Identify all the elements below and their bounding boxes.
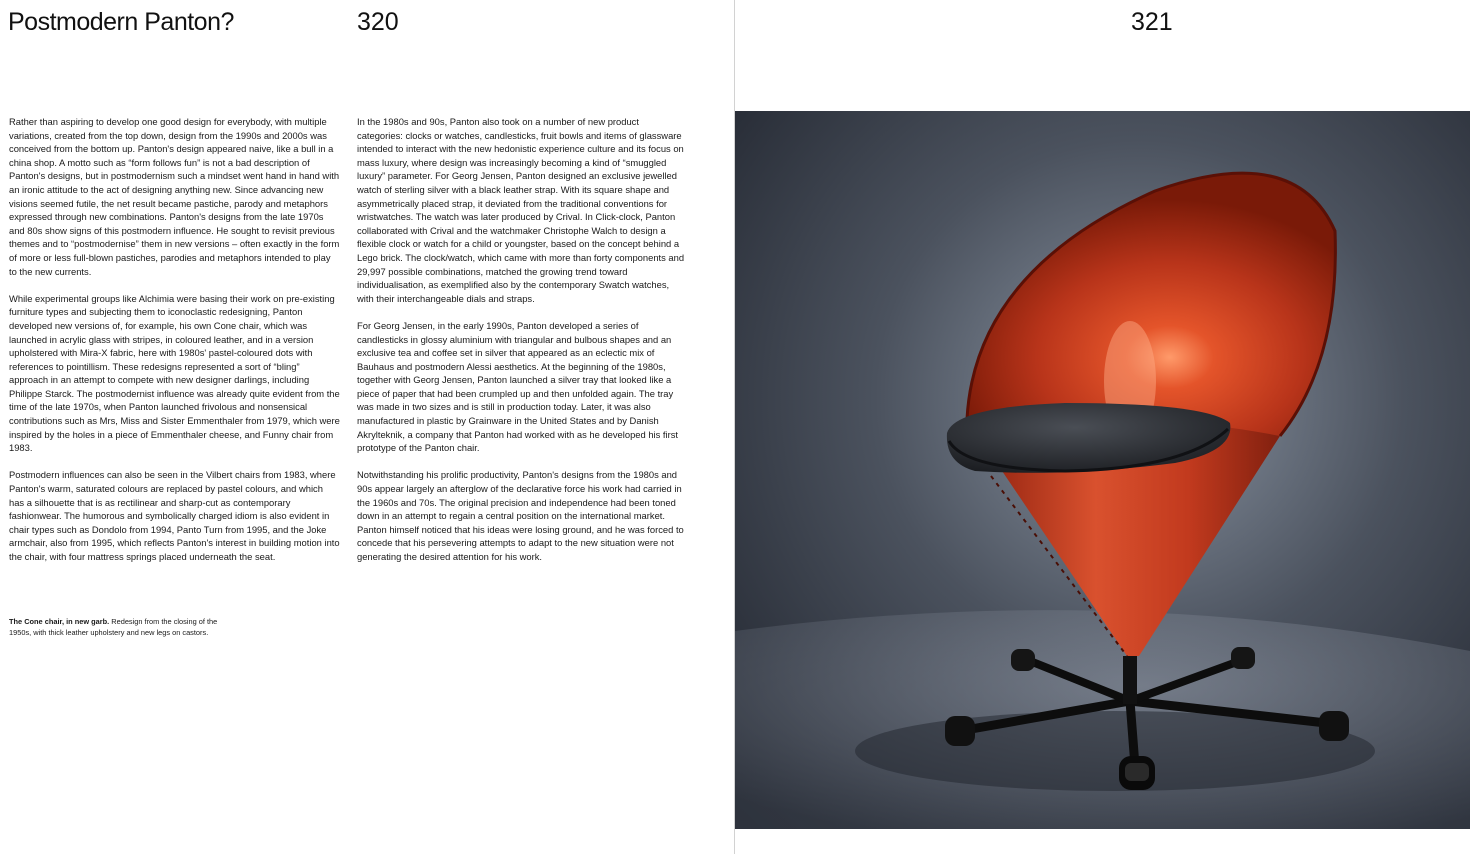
cone-chair-illustration [735,111,1470,829]
photo-caption [9,617,229,638]
cone-chair-photo [735,111,1470,829]
left-page [0,0,734,854]
page-number-left: 320 [357,8,399,36]
paragraph: Notwithstanding his prolific productivity, Panton's designs from the 1980s and 90s appear largely an afterglow of the declarative force his work had carried in the 1960s and 70s. The original precision and independence had been toned down in an attempt to regain a central position on the international market. Panton himself noticed that his ideas were losing ground, and he was forced to concede that his persevering attempts to adapt to the new situation were not generating the desired attention for his work. [357,469,684,562]
paragraph: For Georg Jensen, in the early 1990s, Panton developed a series of candlesticks in glossy aluminium with triangular and bulbous shapes and an exclusive tea and coffee set in silver that appeared as an eclectic mix of Bauhaus and postmodern Alessi aesthetics. At the beginning of the 1980s, together with Georg Jensen, Panton launched a silver tray that looked like a piece of paper that had been crumpled up and then unfolded again. The tray was made in two sizes and is still in production today. Later, it was also manufactured in plastic by Grainware in the United States and by Danish Akrylteknik, a company that Panton had worked with as he developed his first prototype of the Panton chair. [357,319,679,454]
caption-bold: The Cone chair, in new garb. [9,617,110,626]
text-column-1 [9,115,340,577]
right-page [735,0,1470,854]
paragraph: In the 1980s and 90s, Panton also took on a number of new product categories: clocks or watches, candlesticks, fruit bowls and items of glassware intended to interact with the new hedonistic experience culture and its focus on mass luxury, where design was increasingly becoming a kind of “smuggled luxury” parameter. For Georg Jensen, Panton designed an exclusive jewelled watch of sterling silver with a black leather strap. With its square shape and asymmetrically placed strap, it deviated from the traditional conventions for wristwatches. The watch was later produced by Crival. In Click-clock, Panton collaborated with Crival and the watchmaker Christophe Walch to design a flexible clock or watch for a child or youngster, based on the concept behind a Lego brick. The clock/watch, which came with more than forty components and 29,997 possible combinations, matched the growing trend toward individualisation, as exemplified also by the contemporary Swatch watches, with their interchangeable dials and straps. [357,116,685,304]
paragraph: Rather than aspiring to develop one good design for everybody, with multiple variations, created from the top down, design from the 1990s and 2000s was conceived from the bottom up. Panton's design appeared naive, like a bull in a china shop. A motto such as “form follows fun” is not a bad description of Panton's designs, but in postmodernism such a mindset went hand in hand with an ironic attitude to the act of designing anything new. Since advancing new visions seemed futile, the net result became pastiche, parody and metaphors expressed through new combinations. Panton's designs from the late 1970s and 80s show signs of this postmodern influence. He sought to revisit previous themes and to “postmodernise” them in new versions – often exactly in the form of more or less full-blown pastiches, parodies and metaphors intended to play to the new currents. [9,116,340,277]
caption-text: Redesign from the closing of the 1950s, with thick leather upholstery and new legs on castors. [9,617,218,637]
page-number-right: 321 [1131,8,1173,36]
paragraph: While experimental groups like Alchimia were basing their work on pre-existing furniture types and subjecting them to iconoclastic redesigning, Panton developed new versions of, for example, his own Cone chair, which was launched in acrylic glass with stripes, in coloured leather, and in a version upholstered with Mira-X fabric, here with 1980s' pastel-coloured dots with references to pointillism. These redesigns represented a sort of “bling” approach in an attempt to compete with new designer darlings, including Philippe Starck. The postmodernist influence was already quite evident from the time of the late 1970s, when Panton launched frivolous and nonsensical contributions such as Mrs, Miss and Sister Emmenthaler from 1979, which were inspired by the holes in a piece of Emmenthaler cheese, and Funny chair from 1983. [9,292,340,454]
paragraph: Postmodern influences can also be seen in the Vilbert chairs from 1983, where Panton's warm, saturated colours are replaced by pastel colours, and which has a silhouette that is as rectilinear and sharp-cut as contemporary fashionwear. The humorous and symbolically charged idiom is also evident in chair types such as Dondolo from 1994, Panto Turn from 1995, and the Joke armchair, also from 1995, which reflects Panton's interest in building motion into the chair, with four mattress springs placed underneath the seat. [9,469,340,562]
page-title: Postmodern Panton? [8,8,234,36]
text-column-2 [357,115,687,577]
